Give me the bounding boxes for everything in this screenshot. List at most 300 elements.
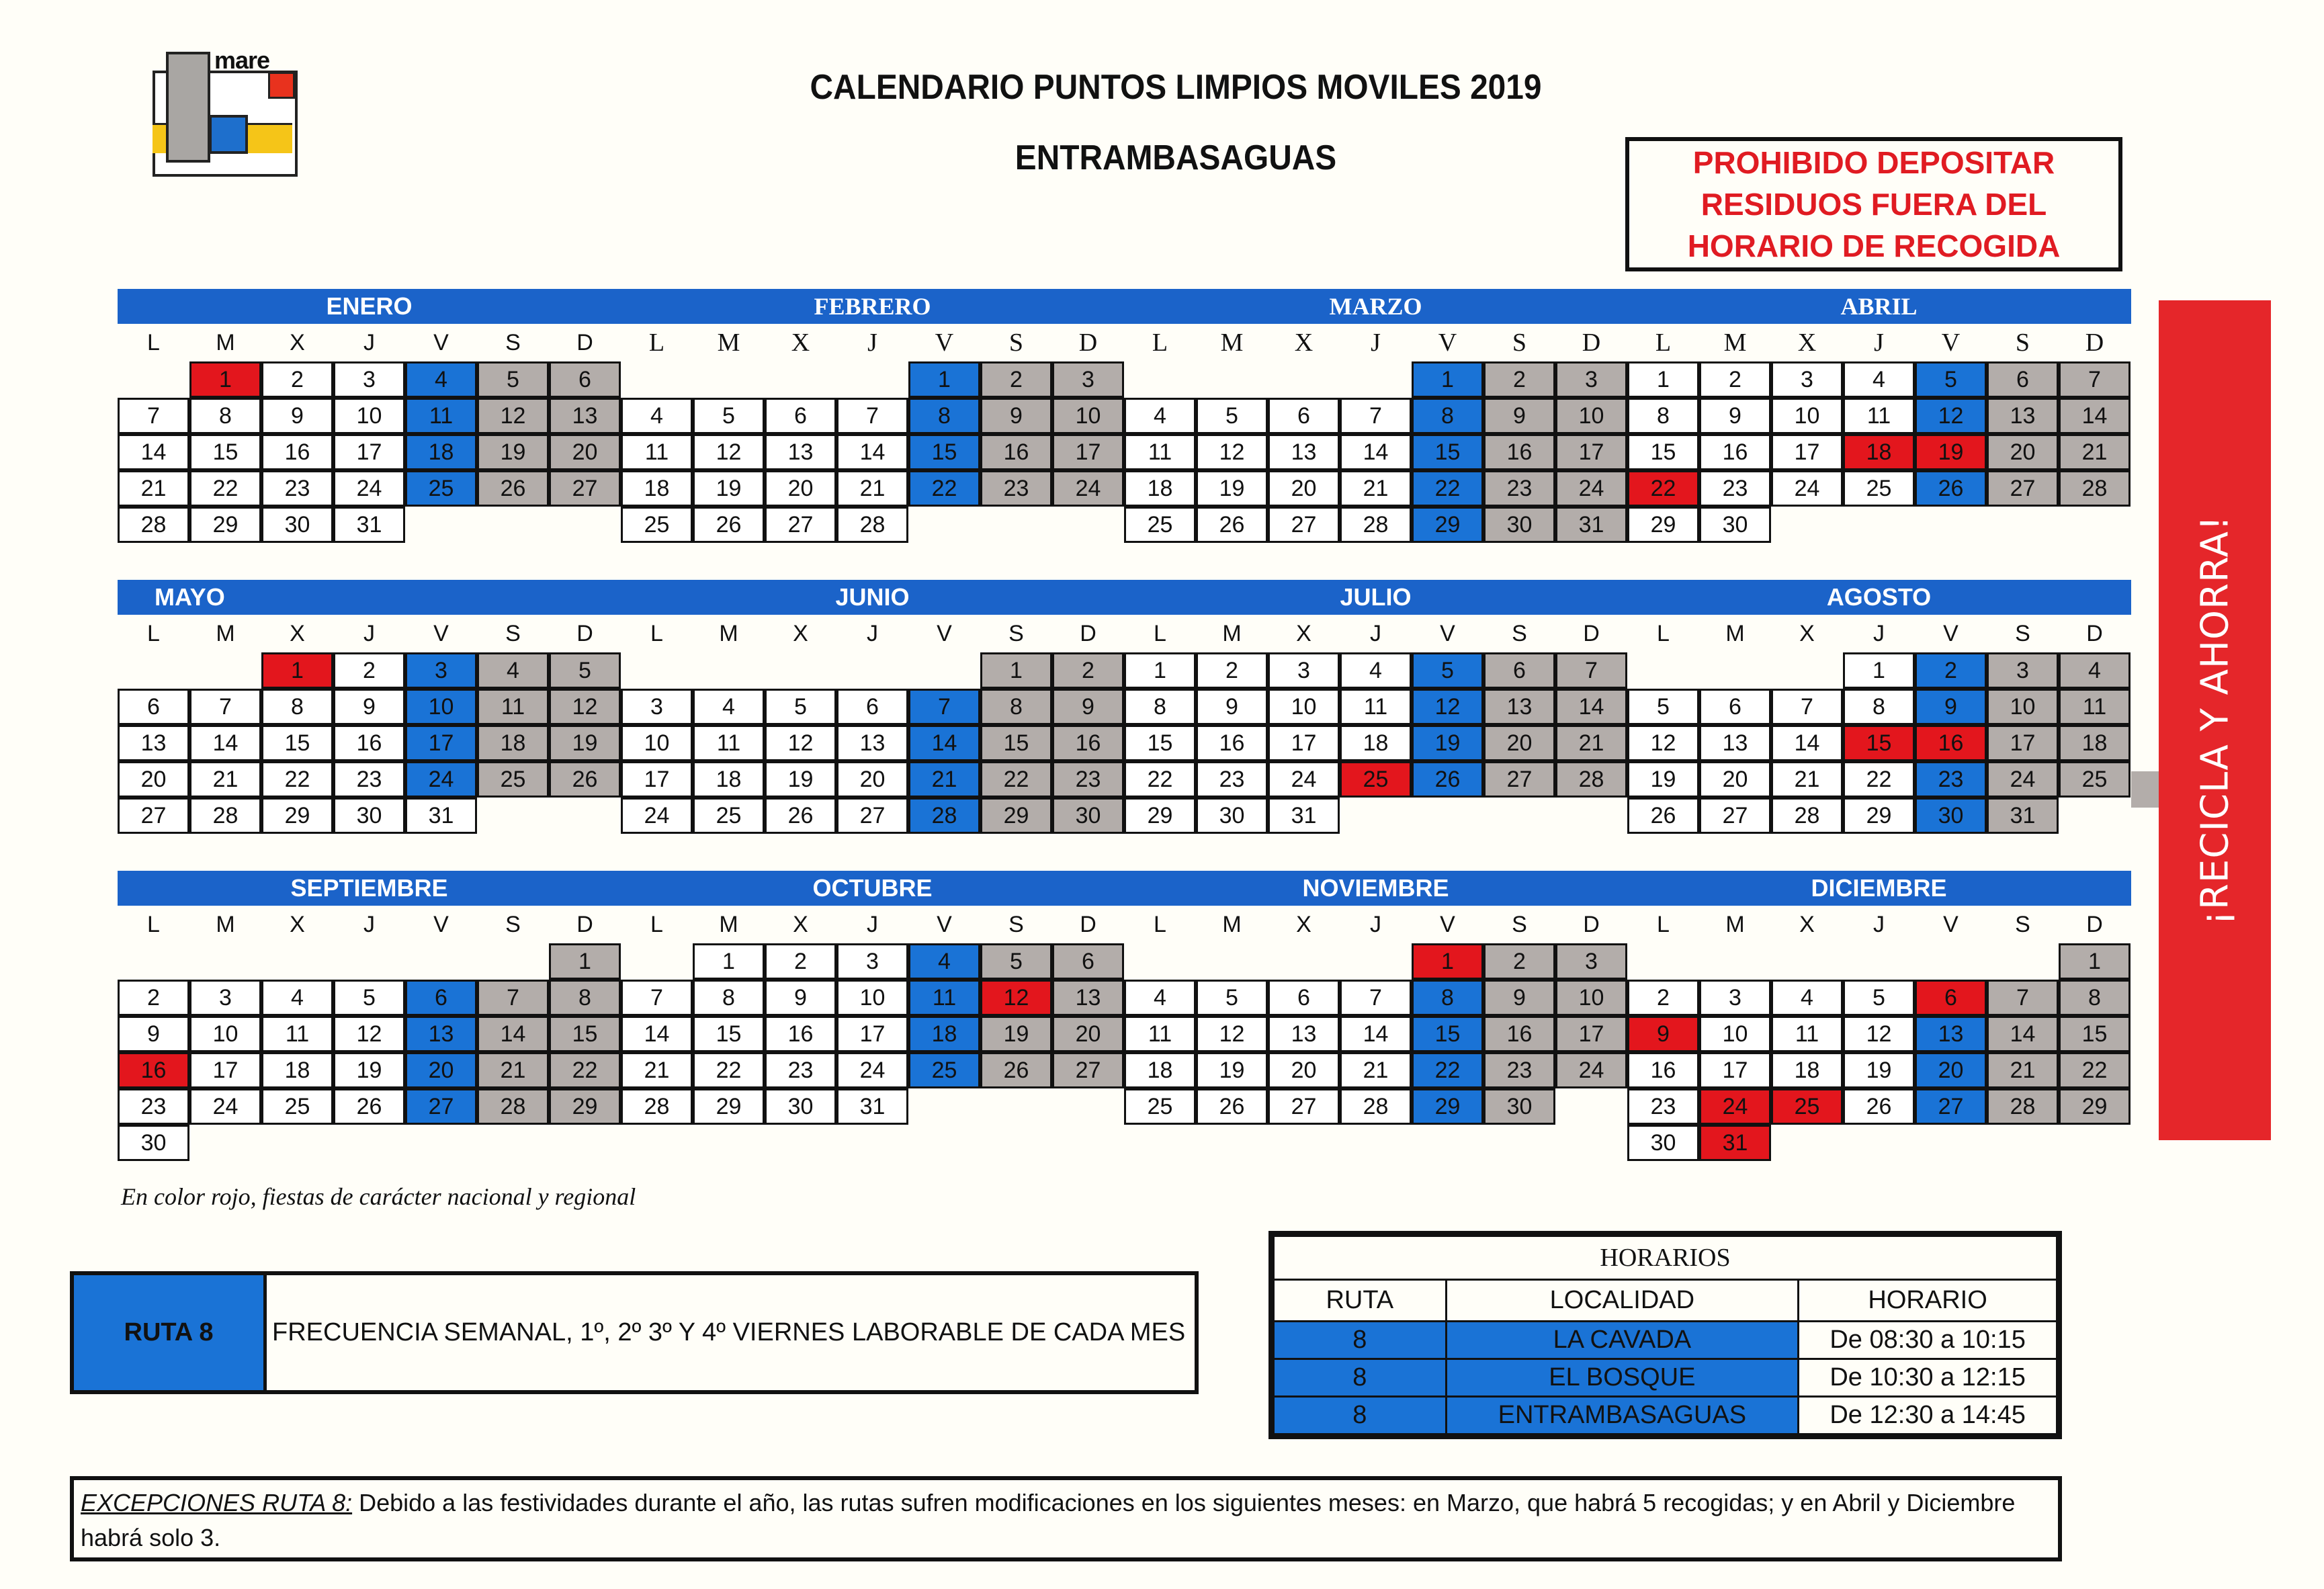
day-cell-weekend: 28: [1987, 1088, 2059, 1125]
day-cell: 24: [1771, 470, 1843, 507]
day-cell: 28: [1340, 507, 1412, 543]
day-cell-weekend: 31: [1555, 507, 1627, 543]
day-cell-collection: 13: [1915, 1016, 1987, 1052]
weekday-label: V: [935, 329, 954, 357]
day-cell: 11: [261, 1016, 333, 1052]
page-subtitle: ENTRAMBASAGUAS: [1015, 138, 1337, 177]
day-cell: 9: [1699, 398, 1771, 434]
day-cell-weekend: 11: [477, 689, 549, 725]
month-name: AGOSTO: [1826, 583, 1932, 611]
day-cell: 13: [118, 725, 189, 761]
day-cell-weekend: 13: [1483, 689, 1555, 725]
cell-horario: De 12:30 a 14:45: [1799, 1397, 2057, 1434]
day-cell: 2: [261, 361, 333, 398]
day-cell: 11: [693, 725, 765, 761]
logo-red-square: [268, 72, 295, 99]
day-cell: 13: [765, 434, 836, 470]
day-cell: 14: [189, 725, 261, 761]
day-cell: 9: [765, 980, 836, 1016]
weekday-label: V: [1943, 621, 1959, 646]
day-cell-weekend: 6: [1483, 652, 1555, 689]
day-cell: 9: [1196, 689, 1268, 725]
day-cell-weekend: 1: [2059, 943, 2131, 980]
weekday-label: M: [717, 329, 740, 357]
day-cell-weekend: 14: [1987, 1016, 2059, 1052]
warning-box: [1625, 137, 2122, 271]
day-cell: 27: [765, 507, 836, 543]
month-name: SEPTIEMBRE: [290, 874, 448, 902]
day-cell-collection: 19: [1412, 725, 1483, 761]
day-cell-weekend: 2: [980, 361, 1052, 398]
weekday-label: D: [2085, 329, 2104, 357]
day-cell: 17: [189, 1052, 261, 1088]
day-cell: 12: [693, 434, 765, 470]
day-cell-collection: 11: [405, 398, 477, 434]
day-cell-weekend: 24: [1555, 470, 1627, 507]
page-title: CALENDARIO PUNTOS LIMPIOS MOVILES 2019: [810, 68, 1542, 107]
day-cell-weekend: 28: [2059, 470, 2131, 507]
day-cell: 23: [333, 761, 405, 798]
day-cell: 14: [118, 434, 189, 470]
weekday-label: S: [505, 621, 521, 646]
day-cell: 23: [118, 1088, 189, 1125]
day-cell: 17: [836, 1016, 908, 1052]
weekday-label: L: [650, 912, 663, 937]
day-cell: 9: [118, 1016, 189, 1052]
day-cell: 16: [1699, 434, 1771, 470]
day-cell: 30: [261, 507, 333, 543]
day-cell-weekend: 7: [477, 980, 549, 1016]
day-cell-holiday: 6: [1915, 980, 1987, 1016]
day-cell: 7: [621, 980, 693, 1016]
day-cell-collection: 12: [1915, 398, 1987, 434]
recycle-banner: [2159, 300, 2271, 1140]
day-cell: 28: [836, 507, 908, 543]
weekday-label: X: [290, 621, 305, 646]
day-cell-weekend: 27: [549, 470, 621, 507]
day-cell: 2: [1627, 980, 1699, 1016]
day-cell: 15: [1124, 725, 1196, 761]
day-cell: 11: [1124, 1016, 1196, 1052]
day-cell-weekend: 14: [477, 1016, 549, 1052]
day-cell-weekend: 4: [2059, 652, 2131, 689]
day-cell: 3: [1771, 361, 1843, 398]
day-cell: 24: [621, 798, 693, 834]
day-cell: 28: [189, 798, 261, 834]
day-cell: 11: [1843, 398, 1915, 434]
day-cell-weekend: 13: [1987, 398, 2059, 434]
weekday-label: L: [1657, 621, 1670, 646]
weekday-label: X: [1799, 912, 1815, 937]
day-cell: 25: [1124, 507, 1196, 543]
day-cell-weekend: 3: [1555, 361, 1627, 398]
logo-blue-square: [209, 115, 248, 154]
weekday-label: J: [1371, 329, 1381, 357]
day-cell: 2: [118, 980, 189, 1016]
day-cell-weekend: 29: [980, 798, 1052, 834]
day-cell-collection: 22: [908, 470, 980, 507]
day-cell-collection: 11: [908, 980, 980, 1016]
day-cell-holiday: 25: [1340, 761, 1412, 798]
day-cell: 16: [333, 725, 405, 761]
weekday-label: S: [2015, 329, 2030, 357]
ruta-label: RUTA 8: [74, 1275, 267, 1390]
day-cell: 20: [118, 761, 189, 798]
day-cell: 27: [836, 798, 908, 834]
day-cell-weekend: 13: [549, 398, 621, 434]
day-cell: 14: [621, 1016, 693, 1052]
weekday-label: X: [793, 912, 808, 937]
weekday-label: V: [1440, 912, 1455, 937]
day-cell-collection: 1: [1412, 361, 1483, 398]
day-cell: 12: [1196, 434, 1268, 470]
holiday-legend-note: En color rojo, fiestas de carácter nacional y regional: [121, 1183, 636, 1210]
day-cell: 19: [1196, 470, 1268, 507]
day-cell: 20: [1699, 761, 1771, 798]
day-cell: 6: [836, 689, 908, 725]
weekday-label: L: [1154, 621, 1166, 646]
weekday-label: J: [1370, 912, 1381, 937]
day-cell: 17: [1699, 1052, 1771, 1088]
day-cell: 2: [765, 943, 836, 980]
warning-line: PROHIBIDO DEPOSITAR: [1692, 145, 2055, 180]
day-cell-weekend: 7: [1987, 980, 2059, 1016]
day-cell-collection: 17: [405, 725, 477, 761]
cell-localidad: ENTRAMBASAGUAS: [1446, 1397, 1799, 1434]
day-cell-collection: 7: [908, 689, 980, 725]
day-cell: 16: [765, 1016, 836, 1052]
warning-line: RESIDUOS FUERA DEL: [1701, 187, 2047, 222]
day-cell-weekend: 8: [2059, 980, 2131, 1016]
day-cell: 10: [1268, 689, 1340, 725]
day-cell: 18: [1124, 470, 1196, 507]
ruta-box: [70, 1271, 1199, 1394]
day-cell: 14: [1771, 725, 1843, 761]
day-cell-weekend: 18: [2059, 725, 2131, 761]
month-name: FEBRERO: [814, 293, 931, 320]
day-cell: 5: [765, 689, 836, 725]
day-cell-weekend: 7: [1555, 652, 1627, 689]
month-bar: [118, 871, 2131, 906]
weekday-label: V: [1440, 621, 1455, 646]
day-cell: 25: [621, 507, 693, 543]
weekday-label: X: [793, 621, 808, 646]
weekday-label: X: [791, 329, 810, 357]
day-cell: 6: [118, 689, 189, 725]
day-cell-weekend: 29: [2059, 1088, 2131, 1125]
table-row: [1274, 1397, 2057, 1434]
day-cell-weekend: 1: [980, 652, 1052, 689]
day-cell-weekend: 11: [2059, 689, 2131, 725]
day-cell: 4: [621, 398, 693, 434]
day-cell: 9: [333, 689, 405, 725]
day-cell-weekend: 1: [549, 943, 621, 980]
day-cell-collection: 5: [1412, 652, 1483, 689]
day-cell-collection: 2: [1915, 652, 1987, 689]
day-cell: 26: [693, 507, 765, 543]
day-cell: 31: [333, 507, 405, 543]
day-cell: 21: [1340, 1052, 1412, 1088]
weekday-label: L: [147, 330, 160, 355]
day-cell-collection: 21: [908, 761, 980, 798]
day-cell: 30: [1699, 507, 1771, 543]
day-cell: 26: [1196, 1088, 1268, 1125]
day-cell-weekend: 22: [980, 761, 1052, 798]
weekday-label: M: [1725, 621, 1745, 646]
day-cell: 22: [261, 761, 333, 798]
day-cell: 10: [1771, 398, 1843, 434]
weekday-label: M: [1725, 912, 1745, 937]
day-cell-collection: 13: [405, 1016, 477, 1052]
day-cell: 18: [1340, 725, 1412, 761]
day-cell: 24: [836, 1052, 908, 1088]
day-cell: 7: [118, 398, 189, 434]
day-cell: 18: [1771, 1052, 1843, 1088]
day-cell: 3: [1699, 980, 1771, 1016]
horarios-table: [1268, 1231, 2062, 1439]
day-cell: 1: [1843, 652, 1915, 689]
day-cell-weekend: 18: [477, 725, 549, 761]
day-cell: 22: [189, 470, 261, 507]
day-cell-weekend: 9: [1052, 689, 1124, 725]
day-cell-weekend: 27: [1987, 470, 2059, 507]
day-cell: 26: [1196, 507, 1268, 543]
day-cell: 26: [1843, 1088, 1915, 1125]
weekday-label: D: [576, 912, 593, 937]
day-cell: 21: [621, 1052, 693, 1088]
day-cell: 9: [261, 398, 333, 434]
exceptions-box: [70, 1476, 2062, 1561]
weekday-label: V: [937, 912, 952, 937]
day-cell: 13: [1699, 725, 1771, 761]
day-cell: 6: [1268, 980, 1340, 1016]
day-cell: 20: [836, 761, 908, 798]
weekday-label: J: [867, 912, 878, 937]
day-cell: 1: [1627, 361, 1699, 398]
day-cell-weekend: 7: [2059, 361, 2131, 398]
cell-localidad: LA CAVADA: [1446, 1322, 1799, 1359]
day-cell: 18: [1124, 1052, 1196, 1088]
day-cell-holiday: 18: [1843, 434, 1915, 470]
day-cell: 17: [1268, 725, 1340, 761]
day-cell-weekend: 16: [980, 434, 1052, 470]
day-cell-weekend: 27: [1052, 1052, 1124, 1088]
weekday-label: V: [433, 912, 449, 937]
month-name: JUNIO: [835, 583, 910, 611]
day-cell: 23: [1699, 470, 1771, 507]
weekday-label: D: [1582, 329, 1601, 357]
weekday-label: X: [1797, 329, 1817, 357]
day-cell: 21: [189, 761, 261, 798]
col-header-localidad: LOCALIDAD: [1446, 1280, 1799, 1322]
day-cell: 8: [261, 689, 333, 725]
day-cell: 1: [1124, 652, 1196, 689]
day-cell-collection: 18: [405, 434, 477, 470]
day-cell: 24: [333, 470, 405, 507]
day-cell-holiday: 25: [1771, 1088, 1843, 1125]
day-cell: 30: [118, 1125, 189, 1161]
weekday-label: D: [2086, 621, 2103, 646]
weekday-label: S: [1008, 329, 1024, 357]
day-cell-collection: 4: [405, 361, 477, 398]
day-cell: 28: [621, 1088, 693, 1125]
day-cell-collection: 8: [1412, 980, 1483, 1016]
day-cell: 10: [189, 1016, 261, 1052]
day-cell-holiday: 31: [1699, 1125, 1771, 1161]
day-cell: 10: [1699, 1016, 1771, 1052]
day-cell: 23: [261, 470, 333, 507]
day-cell-weekend: 20: [1052, 1016, 1124, 1052]
day-cell-weekend: 26: [477, 470, 549, 507]
day-cell: 16: [1627, 1052, 1699, 1088]
month-name: MAYO: [155, 583, 225, 611]
cell-localidad: EL BOSQUE: [1446, 1359, 1799, 1397]
day-cell-weekend: 13: [1052, 980, 1124, 1016]
weekday-label: L: [1657, 912, 1670, 937]
day-cell-collection: 26: [1412, 761, 1483, 798]
day-cell: 25: [261, 1088, 333, 1125]
day-cell: 16: [261, 434, 333, 470]
weekday-label: J: [867, 621, 878, 646]
day-cell-collection: 4: [908, 943, 980, 980]
day-cell: 27: [118, 798, 189, 834]
weekday-label: J: [1874, 329, 1884, 357]
day-cell: 11: [1124, 434, 1196, 470]
exceptions-text: Debido a las festividades durante el año, las rutas sufren modificaciones en los siguientes meses: en Marzo, que habrá 5 recogidas; y en Abril y Diciembre habrá solo 3.: [81, 1489, 2016, 1551]
table-row: [1274, 1322, 2057, 1359]
weekday-label: D: [576, 621, 593, 646]
weekday-label: S: [1512, 912, 1527, 937]
weekday-label: X: [1296, 912, 1311, 937]
weekday-label: L: [147, 621, 160, 646]
month-name: DICIEMBRE: [1811, 874, 1947, 902]
day-cell: 24: [1268, 761, 1340, 798]
day-cell: 1: [693, 943, 765, 980]
day-cell-weekend: 30: [1483, 507, 1555, 543]
day-cell: 19: [1196, 1052, 1268, 1088]
day-cell-weekend: 31: [1987, 798, 2059, 834]
logo-text: mare: [214, 46, 270, 74]
weekday-label: J: [363, 330, 375, 355]
day-cell: 15: [1627, 434, 1699, 470]
weekday-label: D: [1583, 912, 1600, 937]
day-cell-weekend: 9: [1483, 980, 1555, 1016]
day-cell: 29: [1124, 798, 1196, 834]
month-name: ENERO: [326, 292, 413, 320]
day-cell: 7: [189, 689, 261, 725]
day-cell: 29: [189, 507, 261, 543]
day-cell: 29: [1627, 507, 1699, 543]
day-cell: 23: [1196, 761, 1268, 798]
col-header-ruta: RUTA: [1274, 1280, 1447, 1322]
day-cell: 10: [333, 398, 405, 434]
day-cell: 20: [765, 470, 836, 507]
day-cell-collection: 15: [908, 434, 980, 470]
day-cell: 17: [333, 434, 405, 470]
day-cell-collection: 28: [908, 798, 980, 834]
day-cell-weekend: 15: [2059, 1016, 2131, 1052]
weekday-label: V: [433, 330, 449, 355]
month-name: JULIO: [1340, 583, 1412, 611]
weekday-label: M: [216, 621, 235, 646]
day-cell-collection: 20: [1915, 1052, 1987, 1088]
day-cell-weekend: 23: [1052, 761, 1124, 798]
cell-horario: De 08:30 a 10:15: [1799, 1322, 2057, 1359]
weekday-label: D: [1583, 621, 1600, 646]
day-cell-weekend: 12: [549, 689, 621, 725]
day-cell: 5: [693, 398, 765, 434]
day-cell: 21: [1771, 761, 1843, 798]
day-cell: 17: [1771, 434, 1843, 470]
day-cell: 31: [836, 1088, 908, 1125]
day-cell-holiday: 24: [1699, 1088, 1771, 1125]
day-cell-weekend: 27: [1483, 761, 1555, 798]
day-cell: 24: [189, 1088, 261, 1125]
day-cell-collection: 10: [405, 689, 477, 725]
weekday-label: L: [650, 621, 663, 646]
day-cell: 10: [836, 980, 908, 1016]
weekday-label: L: [1655, 329, 1672, 357]
day-cell-collection: 5: [1915, 361, 1987, 398]
day-cell-weekend: 22: [549, 1052, 621, 1088]
day-cell: 27: [1699, 798, 1771, 834]
day-cell-weekend: 6: [1987, 361, 2059, 398]
day-cell: 18: [261, 1052, 333, 1088]
day-cell: 18: [693, 761, 765, 798]
day-cell: 27: [1268, 1088, 1340, 1125]
day-cell: 17: [621, 761, 693, 798]
col-header-horario: HORARIO: [1799, 1280, 2057, 1322]
day-cell-collection: 15: [1412, 1016, 1483, 1052]
day-cell: 12: [1627, 725, 1699, 761]
day-cell: 5: [1196, 398, 1268, 434]
weekday-label: S: [1512, 621, 1527, 646]
day-cell-holiday: 1: [1412, 943, 1483, 980]
day-cell: 3: [1268, 652, 1340, 689]
day-cell-weekend: 9: [1483, 398, 1555, 434]
day-cell-weekend: 6: [1052, 943, 1124, 980]
day-cell: 10: [621, 725, 693, 761]
day-cell: 30: [765, 1088, 836, 1125]
weekday-label: S: [505, 330, 521, 355]
day-cell-weekend: 25: [2059, 761, 2131, 798]
day-cell-weekend: 29: [549, 1088, 621, 1125]
day-cell-weekend: 21: [1987, 1052, 2059, 1088]
month-name: NOVIEMBRE: [1302, 874, 1449, 902]
day-cell-collection: 22: [1412, 470, 1483, 507]
day-cell: 25: [693, 798, 765, 834]
day-cell: 7: [1340, 980, 1412, 1016]
day-cell: 25: [1124, 1088, 1196, 1125]
day-cell-weekend: 30: [1052, 798, 1124, 834]
weekday-label: M: [216, 912, 235, 937]
day-cell-holiday: 1: [189, 361, 261, 398]
day-cell-weekend: 8: [549, 980, 621, 1016]
day-cell: 11: [1340, 689, 1412, 725]
weekday-label: S: [1008, 621, 1024, 646]
weekday-label: V: [937, 621, 952, 646]
day-cell: 4: [1843, 361, 1915, 398]
day-cell: 8: [189, 398, 261, 434]
day-cell: 11: [621, 434, 693, 470]
day-cell-collection: 27: [405, 1088, 477, 1125]
day-cell: 18: [621, 470, 693, 507]
day-cell-weekend: 17: [1987, 725, 2059, 761]
day-cell-collection: 29: [1412, 507, 1483, 543]
day-cell: 30: [1196, 798, 1268, 834]
weekday-label: J: [363, 912, 375, 937]
day-cell: 13: [1268, 434, 1340, 470]
